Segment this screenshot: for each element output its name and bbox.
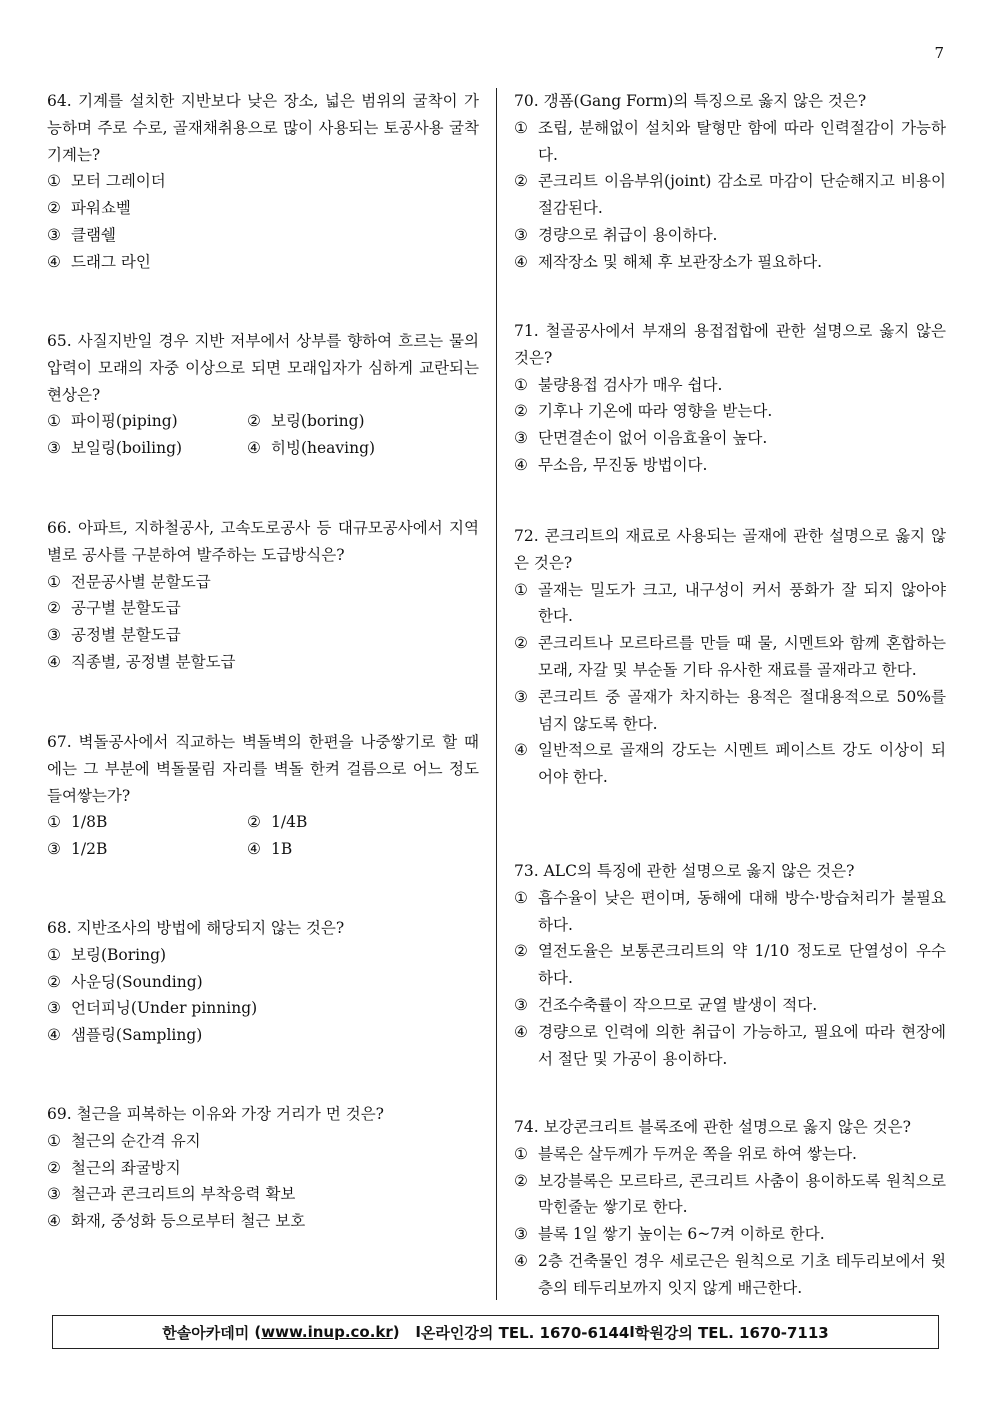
question-67 [47, 729, 479, 863]
option-3: ③ 단면결손이 없어 이음효율이 높다. [514, 429, 768, 448]
option-1: ① 흡수율이 낮은 편이며, 동해에 대해 방수·방습처리가 불필요하다. [514, 888, 946, 934]
column-divider [496, 88, 497, 1300]
option-3: ③ 클램쉘 [47, 225, 116, 244]
option-row [47, 809, 479, 836]
question-68 [47, 915, 479, 1049]
option-4: ④ 화재, 중성화 등으로부터 철근 보호 [47, 1212, 306, 1231]
option-row [47, 836, 479, 863]
option-row [47, 435, 479, 462]
option-4: ④ 제작장소 및 해체 후 보관장소가 필요하다. [514, 252, 823, 271]
option-1: ① 보링(Boring) [47, 945, 167, 964]
page-number: 7 [934, 44, 944, 62]
option-2: ② 콘크리트 이음부위(joint) 감소로 마감이 단순해지고 비용이 절감된다. [514, 172, 946, 218]
question-64 [47, 88, 479, 276]
question-stem: 68. 지반조사의 방법에 해당되지 않는 것은? [47, 919, 345, 937]
option-4: ④ 일반적으로 골재의 강도는 시멘트 페이스트 강도 이상이 되어야 한다. [514, 741, 946, 787]
option-3: ③ 경량으로 취급이 용이하다. [514, 225, 718, 244]
option-2: ② 콘크리트나 모르타르를 만들 때 물, 시멘트와 함께 혼합하는 모래, 자갈 및 부순돌 기타 유사한 재료를 골재라고 한다. [514, 634, 946, 679]
website-link[interactable]: www.inup.co.kr [261, 1323, 393, 1341]
option-4: ④ 경량으로 인력에 의한 취급이 가능하고, 필요에 따라 현장에서 절단 및 가공이 용이하다. [514, 1022, 946, 1068]
question-69 [47, 1101, 479, 1235]
option-2: ② 보링(boring) [247, 412, 365, 431]
question-stem: 73. ALC의 특징에 관한 설명으로 옳지 않은 것은? [514, 862, 855, 880]
option-4: ④ 히빙(heaving) [247, 439, 376, 458]
option-1: ① 블록은 살두께가 두꺼운 쪽을 위로 하여 쌓는다. [514, 1144, 857, 1163]
footer-separator: I [415, 1323, 421, 1341]
option-1: ① 1/8B [47, 813, 108, 832]
option-1: ① 불량용접 검사가 매우 쉽다. [514, 375, 723, 394]
option-3: ③ 1/2B [47, 840, 108, 859]
option-2: ② 사운딩(Sounding) [47, 972, 203, 991]
option-4: ④ 샘플링(Sampling) [47, 1026, 203, 1045]
question-70 [514, 88, 946, 276]
option-row [47, 408, 479, 435]
option-2: ② 공구별 분할도급 [47, 599, 181, 618]
option-2: ② 기후나 기온에 따라 영향을 받는다. [514, 402, 773, 421]
option-2: ② 열전도율은 보통콘크리트의 약 1/10 정도로 단열성이 우수하다. [514, 942, 946, 988]
option-4: ④ 드래그 라인 [47, 252, 151, 271]
option-2: ② 1/4B [247, 813, 308, 832]
question-74 [514, 1114, 946, 1302]
academy-lecture-phone: 학원강의 TEL. 1670-7113 [634, 1323, 829, 1342]
question-73 [514, 858, 946, 1072]
question-stem: 64. 기계를 설치한 지반보다 낮은 장소, 넓은 범위의 굴착이 가능하며 주로 수로, 골재채취용으로 많이 사용되는 토공사용 굴착기계는? [47, 92, 479, 164]
option-2: ② 철근의 좌굴방지 [47, 1158, 181, 1177]
option-3: ③ 건조수축률이 작으므로 균열 발생이 적다. [514, 995, 818, 1014]
option-3: ③ 블록 1일 쌓기 높이는 6~7켜 이하로 한다. [514, 1225, 825, 1244]
online-lecture-phone: 온라인강의 TEL. 1670-6144 [420, 1323, 630, 1342]
option-3: ③ 공정별 분할도급 [47, 626, 181, 645]
option-1: ① 골재는 밀도가 크고, 내구성이 커서 풍화가 잘 되지 않아야 한다. [514, 580, 946, 626]
question-stem: 69. 철근을 피복하는 이유와 가장 거리가 먼 것은? [47, 1105, 384, 1123]
academy-name: 한솔아카데미 [162, 1323, 250, 1342]
option-3: ③ 언더피닝(Under pinning) [47, 999, 258, 1018]
option-4: ④ 1B [247, 840, 293, 859]
question-66 [47, 515, 479, 676]
option-3: ③ 보일링(boiling) [47, 439, 183, 458]
option-3: ③ 콘크리트 중 골재가 차지하는 용적은 절대용적으로 50%를 넘지 않도록 한다. [514, 687, 946, 733]
option-2: ② 파워쇼벨 [47, 199, 131, 218]
question-stem: 74. 보강콘크리트 블록조에 관한 설명으로 옳지 않은 것은? [514, 1118, 911, 1136]
option-4: ④ 무소음, 무진동 방법이다. [514, 455, 708, 474]
question-stem: 66. 아파트, 지하철공사, 고속도로공사 등 대규모공사에서 지역별로 공사를 구분하여 발주하는 도급방식은? [47, 519, 479, 564]
question-65 [47, 328, 479, 462]
question-stem: 67. 벽돌공사에서 직교하는 벽돌벽의 한편을 나중쌓기로 할 때에는 그 부분에 벽돌물림 자리를 벽돌 한켜 걸름으로 어느 정도 들여쌓는가? [47, 733, 479, 805]
footer-separator: I [629, 1323, 635, 1341]
question-stem: 65. 사질지반일 경우 지반 저부에서 상부를 향하여 흐르는 물의 압력이 모래의 자중 이상으로 되면 모래입자가 심하게 교란되는 현상은? [47, 332, 479, 404]
question-stem: 72. 콘크리트의 재료로 사용되는 골재에 관한 설명으로 옳지 않은 것은? [514, 527, 946, 572]
option-1: ① 전문공사별 분할도급 [47, 572, 211, 591]
option-1: ① 조립, 분해없이 설치와 탈형만 함에 따라 인력절감이 가능하다. [514, 118, 946, 164]
question-72 [514, 523, 946, 791]
question-stem: 70. 갱폼(Gang Form)의 특징으로 옳지 않은 것은? [514, 92, 867, 110]
option-2: ② 보강블록은 모르타르, 콘크리트 사춤이 용이하도록 원칙으로 막힌줄눈 쌓기로 한다. [514, 1171, 946, 1217]
option-1: ① 철근의 순간격 유지 [47, 1131, 201, 1150]
footer-banner: 한솔아카데미 ( www.inup.co.kr ) I 온라인강의 TEL. 1670-6144 I 학원강의 TEL. 1670-7113 [52, 1315, 939, 1349]
option-3: ③ 철근과 콘크리트의 부착응력 확보 [47, 1185, 296, 1204]
option-4: ④ 2층 건축물인 경우 세로근은 원칙으로 기초 테두리보에서 윗층의 테두리보까지 잇지 않게 배근한다. [514, 1251, 946, 1297]
question-71 [514, 318, 946, 479]
option-1: ① 파이핑(piping) [47, 412, 178, 431]
option-4: ④ 직종별, 공정별 분할도급 [47, 652, 236, 671]
question-stem: 71. 철골공사에서 부재의 용접접합에 관한 설명으로 옳지 않은 것은? [514, 322, 946, 367]
option-1: ① 모터 그레이더 [47, 172, 166, 191]
